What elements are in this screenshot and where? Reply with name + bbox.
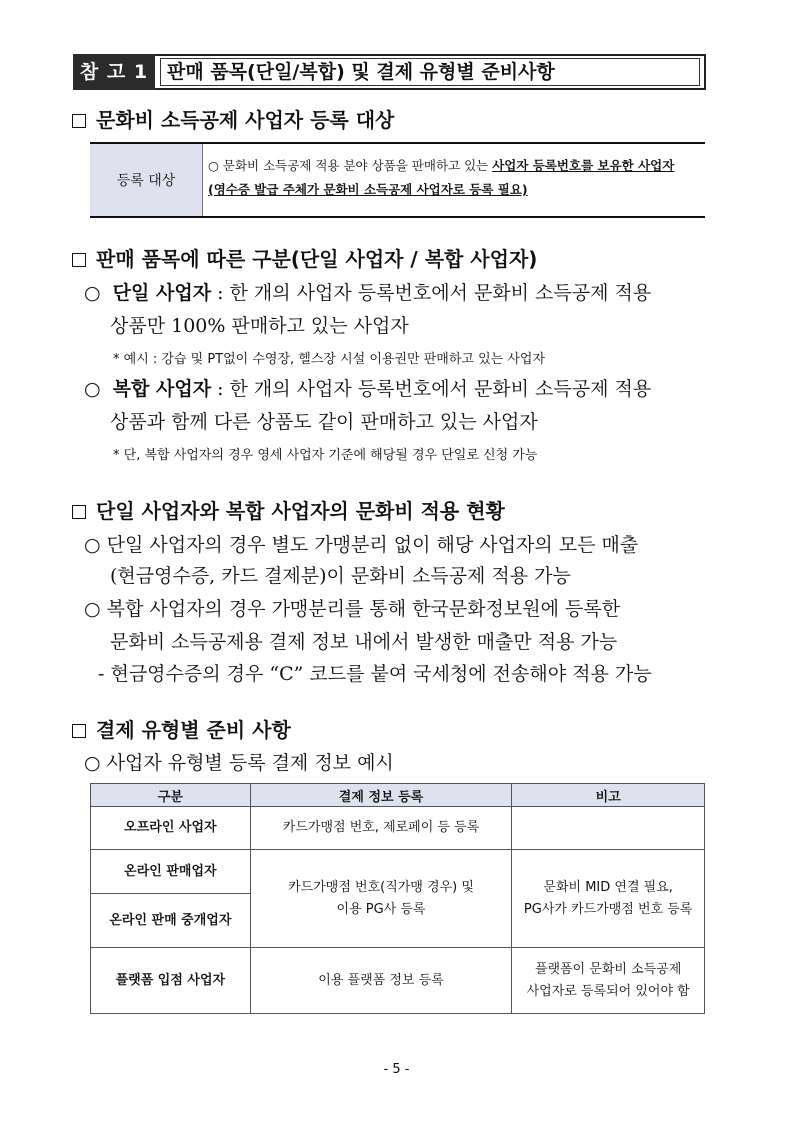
payment-intro: ○ 사업자 유형별 등록 결제 정보 예시 [84,752,394,774]
section-heading-1: 문화비 소득공제 사업자 등록 대상 [72,104,394,133]
column-header-payment-info: 결제 정보 등록 [250,784,512,807]
status-sub-bullet: - 현금영수증의 경우 “C” 코드를 붙여 국세청에 전송해야 적용 가능 [98,663,652,685]
section-heading-2: 판매 품목에 따른 구분(단일 사업자 / 복합 사업자) [72,243,537,272]
page-title: 판매 품목(단일/복합) 및 결제 유형별 준비사항 [160,58,700,86]
section-heading-4: 결제 유형별 준비 사항 [72,714,291,743]
checkbox-icon [72,253,86,267]
status-bullet-2: ○ 복합 사업자의 경우 가맹분리를 통해 한국문화정보원에 등록한 [84,598,621,620]
payment-table [90,783,705,1014]
row-type-online-broker: 온라인 판매 중개업자 [91,894,251,948]
registration-emphasis: 사업자 등록번호를 보유한 사업자 [492,158,675,173]
checkbox-icon [72,114,86,128]
checkbox-icon [72,505,86,519]
reference-label: 참 고 1 [73,54,155,90]
row-info-offline: 카드가맹점 번호, 제로페이 등 등록 [250,807,512,850]
row-info-online: 카드가맹점 번호(직가맹 경우) 및 이용 PG사 등록 [250,850,512,948]
table-row [91,807,705,850]
table-row [91,948,705,1014]
page-number: - 5 - [383,1062,410,1077]
registration-table-body: ○ 문화비 소득공제 적용 분야 상품을 판매하고 있는 사업자 등록번호를 보유한 사업자 (영수증 발급 주체가 문화비 소득공제 사업자로 등록 필요) [208,154,674,202]
row-type-online-seller: 온라인 판매업자 [91,850,251,894]
column-header-type: 구분 [91,784,251,807]
table-header-row [91,784,705,807]
column-header-remarks: 비고 [512,784,705,807]
row-note-platform: 플랫폼이 문화비 소득공제 사업자로 등록되어 있어야 함 [512,948,705,1014]
complex-business-term: 복합 사업자 [112,378,212,400]
row-info-platform: 이용 플랫폼 정보 등록 [250,948,512,1014]
row-type-platform: 플랫폼 입점 사업자 [91,948,251,1014]
single-business-line: ○ 단일 사업자 : 한 개의 사업자 등록번호에서 문화비 소득공제 적용 [84,282,652,304]
table-row [91,850,705,894]
complex-business-line-2: 상품과 함께 다른 상품도 같이 판매하고 있는 사업자 [110,411,538,433]
registration-table [90,142,705,218]
status-bullet-1: ○ 단일 사업자의 경우 별도 가맹분리 없이 해당 사업자의 모든 매출 [84,534,639,556]
status-bullet-1-cont: (현금영수증, 카드 결제분)이 문화비 소득공제 적용 가능 [110,565,571,587]
single-business-note: * 예시 : 강습 및 PT없이 수영장, 헬스장 시설 이용권만 판매하고 있는 사업자 [113,352,546,367]
row-note-online: 문화비 MID 연결 필요, PG사가 카드가맹점 번호 등록 [512,850,705,948]
single-business-term: 단일 사업자 [112,282,212,304]
checkbox-icon [72,724,86,738]
single-business-line-2: 상품만 100% 판매하고 있는 사업자 [110,315,409,337]
registration-table-head: 등록 대상 [90,144,203,216]
complex-business-note: * 단, 복합 사업자의 경우 영세 사업자 기준에 해당될 경우 단일로 신청 가능 [113,448,538,463]
row-type-offline: 오프라인 사업자 [91,807,251,850]
status-bullet-2-cont: 문화비 소득공제용 결제 정보 내에서 발생한 매출만 적용 가능 [110,631,618,653]
row-note-offline [512,807,705,850]
registration-note: (영수증 발급 주체가 문화비 소득공제 사업자로 등록 필요) [208,182,528,197]
complex-business-line: ○ 복합 사업자 : 한 개의 사업자 등록번호에서 문화비 소득공제 적용 [84,378,652,400]
section-heading-3: 단일 사업자와 복합 사업자의 문화비 적용 현황 [72,495,505,524]
